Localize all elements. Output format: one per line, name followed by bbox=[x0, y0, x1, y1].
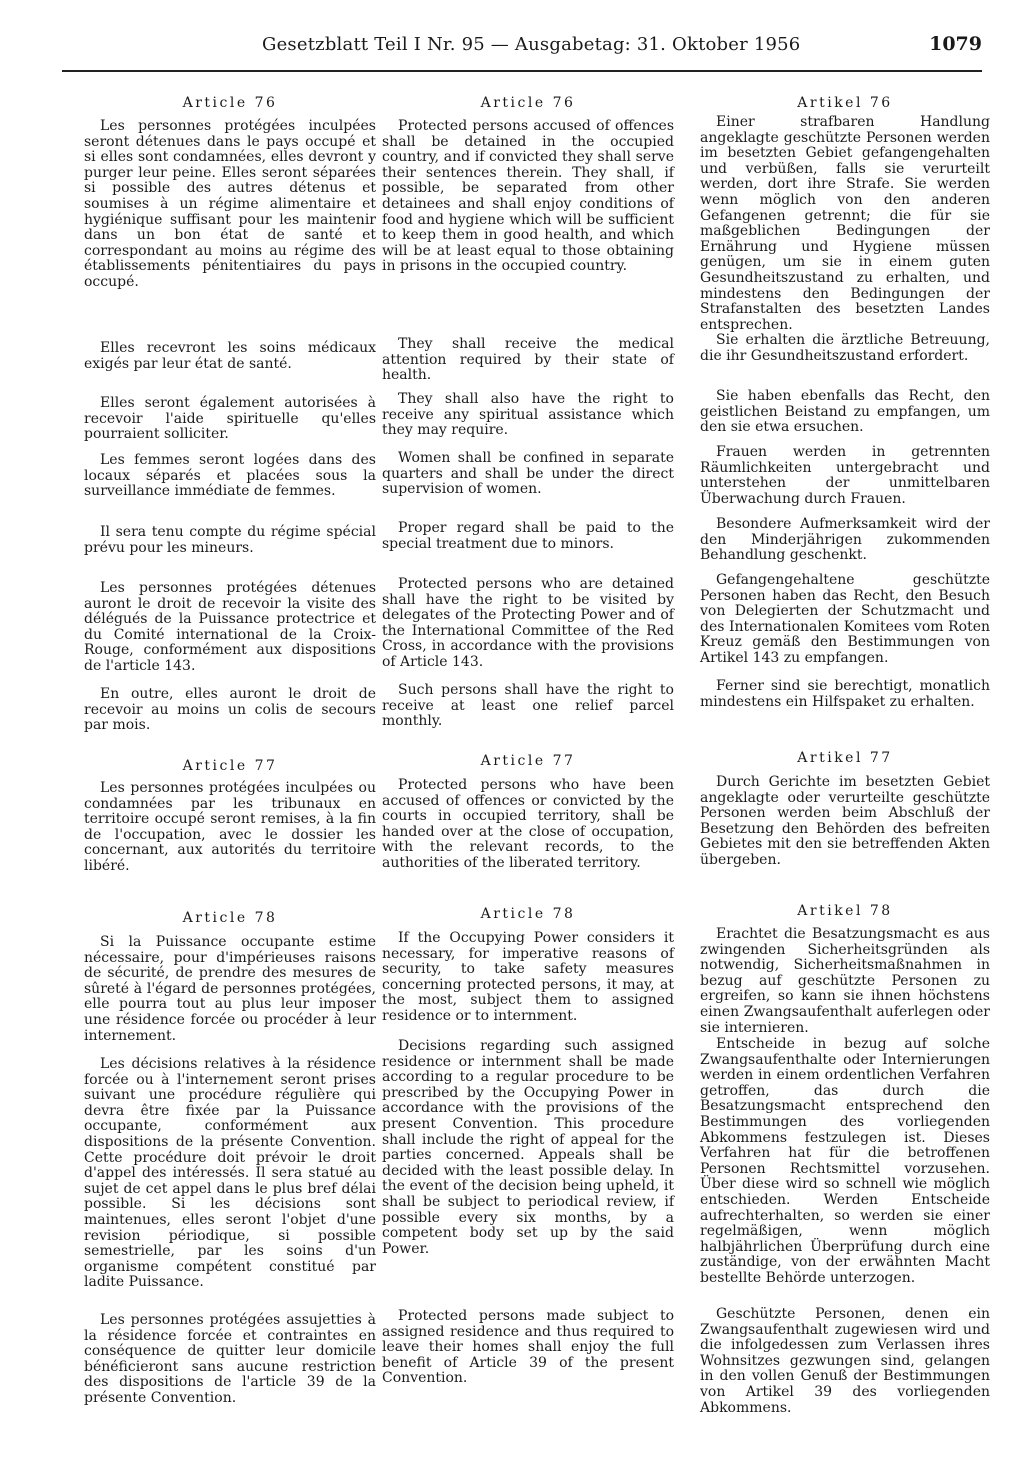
fr-article-78-para-2: Les décisions relatives à la résidence forcée ou à l'internement seront prises suivant une procédure régulière qui devra être fixée par la Puissance occupante, conformément aux dispositions de la présente Convention. Cette procédure doit prévoir le droit d'appel des intéressés. Il sera statué au sujet de cet appel dans le plus bref délai possible. Si les décisions sont maintenues, elles seront l'objet d'une revision périodique, si possible semestrielle, par les soins d'un organisme compétent constitué par ladite Puissance. bbox=[84, 1056, 376, 1291]
fr-article-76-para-4: Les femmes seront logées dans des locaux séparés et placées sous la surveillance immédiate de femmes. bbox=[84, 452, 376, 500]
page-header bbox=[62, 30, 982, 72]
en-article-76-para-1: Protected persons accused of offences shall be detained in the occupied country, and if convicted they shall serve their sentences therein. They shall, if possible, be separated from other detainees and shall enjoy conditions of food and hygiene which will be sufficient to keep them in good health, and which will be at least equal to those obtaining in prisons in the occupied country. bbox=[382, 118, 674, 275]
fr-article-76-para-3: Elles seront également autorisées à recevoir l'aide spirituelle qu'elles pourraient solliciter. bbox=[84, 395, 376, 443]
de-article-76-para-5: Besondere Aufmerksamkeit wird der den Minderjährigen zukommenden Behandlung geschenkt. bbox=[700, 516, 990, 564]
de-article-78-para-3: Geschützte Personen, denen ein Zwangsaufenthalt zugewiesen wird und die infolgedessen zum Verlassen ihres Wohnsitzes gezwungen sind, gelangen in den vollen Genuß der Bestimmungen von Artikel 39 des vorliegenden Abkommens. bbox=[700, 1306, 990, 1416]
page-number: 1079 bbox=[929, 33, 982, 55]
en-article-76-para-4: Women shall be confined in separate quarters and shall be under the direct supervision of women. bbox=[382, 450, 674, 498]
de-article-76-para-7: Ferner sind sie berechtigt, monatlich mindestens ein Hilfspaket zu erhalten. bbox=[700, 678, 990, 710]
fr-article-76-para-1: Les personnes protégées inculpées seront détenues dans le pays occupé et si elles sont condamnées, elles devront y purger leur peine. Elles seront séparées si possible des autres détenus et soumises à un régime alimentaire et hygiénique suffisant pour les maintenir dans un bon état de santé et correspondant au moins au régime des établissements pénitentiaires du pays occupé. bbox=[84, 118, 376, 290]
en-article-78-para-1: If the Occupying Power considers it necessary, for imperative reasons of security, to take safety measures concerning protected persons, it may, at the most, subject them to assigned residence or to internment. bbox=[382, 930, 674, 1024]
en-heading-article-77: Article 77 bbox=[480, 753, 576, 769]
de-article-76-para-4: Frauen werden in getrennten Räumlichkeiten untergebracht und unterstehen der unmittelbaren Überwachung durch Frauen. bbox=[700, 444, 990, 507]
en-article-78-para-3: Protected persons made subject to assigned residence and thus required to leave their homes shall enjoy the full benefit of Article 39 of the present Convention. bbox=[382, 1308, 674, 1387]
fr-heading-article-76: Article 76 bbox=[182, 95, 278, 111]
en-article-76-para-7: Such persons shall have the right to receive at least one relief parcel monthly. bbox=[382, 682, 674, 730]
de-article-77-para-1: Durch Gerichte im besetzten Gebiet angeklagte oder verurteilte geschützte Personen werden beim Abschluß der Besetzung den Behörden des befreiten Gebietes mit den sie betreffenden Akten übergeben. bbox=[700, 774, 990, 868]
fr-article-78-para-1: Si la Puissance occupante estime nécessaire, pour d'impérieuses raisons de sécurité, de prendre des mesures de sûreté à l'égard de personnes protégées, elle pourra tout au plus leur imposer une résidence forcée ou procéder à leur internement. bbox=[84, 934, 376, 1044]
de-article-78-para-1: Erachtet die Besatzungsmacht es aus zwingenden Sicherheitsgründen als notwendig, Sicherheitsmaßnahmen in bezug auf geschützte Personen zu ergreifen, so kann sie ihnen höchstens einen Zwangsaufenthalt auferlegen oder sie internieren. bbox=[700, 926, 990, 1036]
de-heading-article-76: Artikel 76 bbox=[797, 95, 893, 111]
fr-article-76-para-2: Elles recevront les soins médicaux exigés par leur état de santé. bbox=[84, 340, 376, 372]
en-article-76-para-3: They shall also have the right to receive any spiritual assistance which they may require. bbox=[382, 391, 674, 439]
fr-article-78-para-3: Les personnes protégées assujetties à la résidence forcée et contraintes en conséquence de quitter leur domicile bénéficieront sans aucune restriction des dispositions de l'article 39 de la présente Convention. bbox=[84, 1312, 376, 1406]
en-article-77-para-1: Protected persons who have been accused of offences or convicted by the courts in occupied territory, shall be handed over at the close of occupation, with the relevant records, to the authorities of the liberated territory. bbox=[382, 777, 674, 871]
header-title: Gesetzblatt Teil I Nr. 95 — Ausgabetag: 31. Oktober 1956 bbox=[262, 34, 801, 55]
en-article-76-para-5: Proper regard shall be paid to the special treatment due to minors. bbox=[382, 520, 674, 552]
fr-article-76-para-6: Les personnes protégées détenues auront le droit de recevoir la visite des délégués de la Puissance protectrice et du Comité international de la Croix-Rouge, conformément aux dispositions de l'article 143. bbox=[84, 580, 376, 674]
fr-heading-article-78: Article 78 bbox=[182, 910, 278, 926]
de-article-76-para-1: Einer strafbaren Handlung angeklagte geschützte Personen werden im besetzten Gebiet gefangengehalten und verbüßen, falls sie verurteilt werden, dort ihre Strafe. Sie werden wenn möglich von den anderen Gefangenen getrennt; die für sie maßgeblichen Bedingungen der Ernährung und Hygiene müssen genügen, um sie in einem guten Gesundheitszustand zu erhalten, und mindestens den Bedingungen der Strafanstalten des besetzten Landes entsprechen. bbox=[700, 114, 990, 333]
en-article-76-para-2: They shall receive the medical attention required by their state of health. bbox=[382, 336, 674, 384]
fr-article-76-para-5: Il sera tenu compte du régime spécial prévu pour les mineurs. bbox=[84, 524, 376, 556]
en-heading-article-78: Article 78 bbox=[480, 906, 576, 922]
fr-heading-article-77: Article 77 bbox=[182, 758, 278, 774]
de-article-76-para-2: Sie erhalten die ärztliche Betreuung, die ihr Gesundheitszustand erfordert. bbox=[700, 332, 990, 364]
de-article-76-para-6: Gefangengehaltene geschützte Personen haben das Recht, den Besuch von Delegierten der Schutzmacht und des Internationalen Komitees vom Roten Kreuz gemäß den Bestimmungen von Artikel 143 zu empfangen. bbox=[700, 572, 990, 666]
en-heading-article-76: Article 76 bbox=[480, 95, 576, 111]
de-heading-article-77: Artikel 77 bbox=[797, 750, 893, 766]
en-article-76-para-6: Protected persons who are detained shall have the right to be visited by delegates of the Protecting Power and of the International Committee of the Red Cross, in accordance with the provisions of Article 143. bbox=[382, 576, 674, 670]
en-article-78-para-2: Decisions regarding such assigned residence or internment shall be made according to a regular procedure to be prescribed by the Occupying Power in accordance with the provisions of the present Convention. This procedure shall include the right of appeal for the parties concerned. Appeals shall be decided with the least possible delay. In the event of the decision being upheld, it shall be subject to periodical review, if possible every six months, by a competent body set up by the said Power. bbox=[382, 1038, 674, 1257]
fr-article-76-para-7: En outre, elles auront le droit de recevoir au moins un colis de secours par mois. bbox=[84, 686, 376, 734]
de-article-76-para-3: Sie haben ebenfalls das Recht, den geistlichen Beistand zu empfangen, um den sie etwa ersuchen. bbox=[700, 388, 990, 436]
fr-article-77-para-1: Les personnes protégées inculpées ou condamnées par les tribunaux en territoire occupé seront remises, à la fin de l'occupation, avec le dossier les concernant, aux autorités du territoire libéré. bbox=[84, 780, 376, 874]
de-article-78-para-2: Entscheide in bezug auf solche Zwangsaufenthalte oder Internierungen werden in einem ordentlichen Verfahren getroffen, das durch die Besatzungsmacht entsprechend den Bestimmungen des vorliegenden Abkommens festzulegen ist. Dieses Verfahren hat für die betroffenen Personen Rechtsmittel vorzusehen. Über diese wird so schnell wie möglich entschieden. Werden Entscheide aufrechterhalten, so werden sie einer regelmäßigen, wenn möglich halbjährlichen Überprüfung durch eine zuständige, von der erwähnten Macht bestellte Behörde unterzogen. bbox=[700, 1036, 990, 1286]
de-heading-article-78: Artikel 78 bbox=[797, 903, 893, 919]
